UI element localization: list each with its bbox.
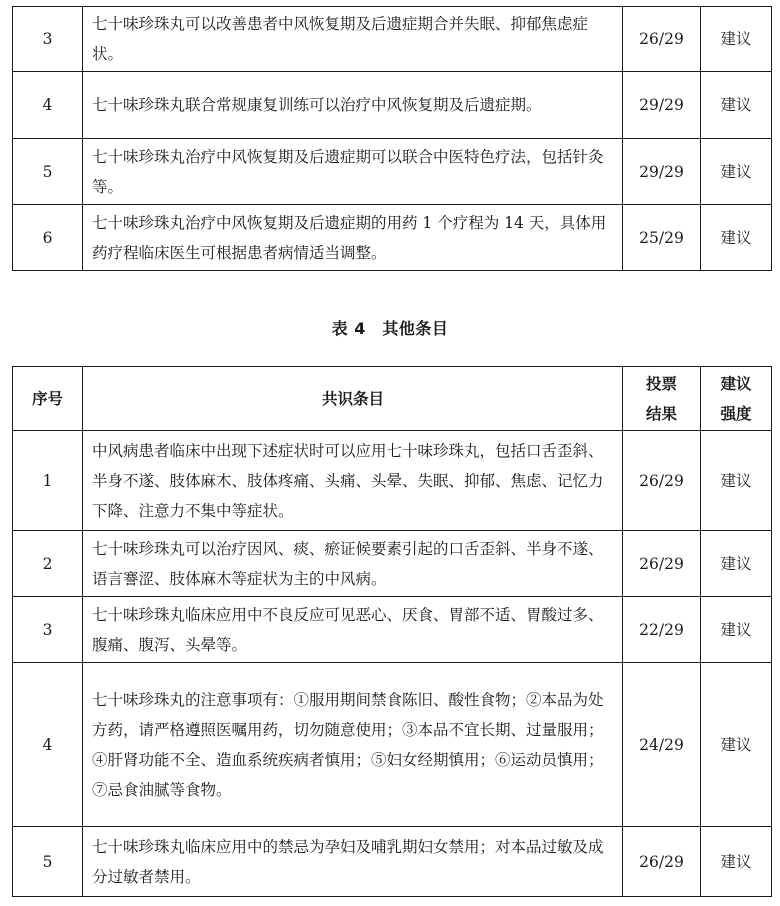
vote-result: 29/29 [623, 72, 701, 139]
row-number: 3 [13, 7, 83, 72]
consensus-item: 七十味珍珠丸临床应用中的禁忌为孕妇及哺乳期妇女禁用；对本品过敏及成分过敏者禁用。 [83, 827, 623, 897]
table-header-row [13, 367, 772, 431]
recommendation-strength: 建议 [701, 72, 772, 139]
recommendation-strength: 建议 [701, 431, 772, 531]
table-row [13, 139, 772, 205]
recommendation-strength: 建议 [701, 7, 772, 72]
table-caption: 表 4 其他条目 [331, 319, 449, 338]
row-number: 4 [13, 663, 83, 827]
table-row [13, 7, 772, 72]
vote-result: 26/29 [623, 827, 701, 897]
table-row [13, 827, 772, 897]
vote-result: 26/29 [623, 531, 701, 597]
header-strength [701, 367, 772, 431]
table-row [13, 205, 772, 271]
recommendation-strength: 建议 [701, 205, 772, 271]
table-row [13, 597, 772, 663]
consensus-table-3-continued [12, 6, 772, 271]
table-row [13, 431, 772, 531]
vote-result: 25/29 [623, 205, 701, 271]
recommendation-strength: 建议 [701, 827, 772, 897]
row-number: 3 [13, 597, 83, 663]
header-vote-line1: 投票 [645, 374, 677, 393]
row-number: 4 [13, 72, 83, 139]
vote-result: 29/29 [623, 139, 701, 205]
row-number: 2 [13, 531, 83, 597]
vote-result: 22/29 [623, 597, 701, 663]
recommendation-strength: 建议 [701, 531, 772, 597]
consensus-item: 七十味珍珠丸可以治疗因风、痰、瘀证候要素引起的口舌歪斜、半身不遂、语言謇涩、肢体麻木等症状为主的中风病。 [83, 531, 623, 597]
recommendation-strength: 建议 [701, 139, 772, 205]
header-strength-line2: 强度 [720, 404, 752, 423]
vote-result: 24/29 [623, 663, 701, 827]
table-row [13, 531, 772, 597]
table-row [13, 663, 772, 827]
row-number: 6 [13, 205, 83, 271]
consensus-item: 七十味珍珠丸临床应用中不良反应可见恶心、厌食、胃部不适、胃酸过多、腹痛、腹泻、头晕等。 [83, 597, 623, 663]
consensus-item: 七十味珍珠丸的注意事项有：①服用期间禁食陈旧、酸性食物；②本品为处方药，请严格遵照医嘱用药，切勿随意使用；③本品不宜长期、过量服用；④肝肾功能不全、造血系统疾病者慎用；⑤妇女经期慎用；⑥运动员慎用；⑦忌食油腻等食物。 [83, 663, 623, 827]
vote-result: 26/29 [623, 7, 701, 72]
header-item: 共识条目 [83, 367, 623, 431]
consensus-table-4 [12, 366, 772, 897]
recommendation-strength: 建议 [701, 597, 772, 663]
table-row [13, 72, 772, 139]
header-vote-line2: 结果 [645, 404, 677, 423]
consensus-item: 七十味珍珠丸可以改善患者中风恢复期及后遗症期合并失眠、抑郁焦虑症状。 [83, 7, 623, 72]
header-vote [623, 367, 701, 431]
row-number: 5 [13, 139, 83, 205]
row-number: 1 [13, 431, 83, 531]
consensus-item: 七十味珍珠丸联合常规康复训练可以治疗中风恢复期及后遗症期。 [83, 72, 623, 139]
consensus-item: 中风病患者临床中出现下述症状时可以应用七十味珍珠丸，包括口舌歪斜、半身不遂、肢体麻木、肢体疼痛、头痛、头晕、失眠、抑郁、焦虑、记忆力下降、注意力不集中等症状。 [83, 431, 623, 531]
consensus-item: 七十味珍珠丸治疗中风恢复期及后遗症期的用药 1 个疗程为 14 天，具体用药疗程临床医生可根据患者病情适当调整。 [83, 205, 623, 271]
header-number: 序号 [13, 367, 83, 431]
consensus-item: 七十味珍珠丸治疗中风恢复期及后遗症期可以联合中医特色疗法，包括针灸等。 [83, 139, 623, 205]
recommendation-strength: 建议 [701, 663, 772, 827]
row-number: 5 [13, 827, 83, 897]
vote-result: 26/29 [623, 431, 701, 531]
header-strength-line1: 建议 [720, 374, 752, 393]
